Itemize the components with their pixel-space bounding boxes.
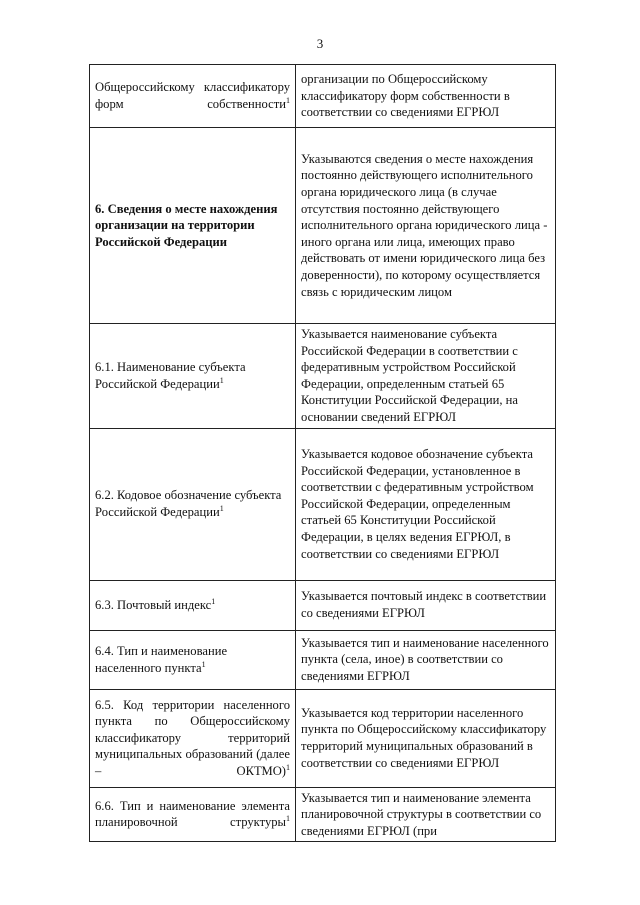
- field-name-cell: 6.6. Тип и наименование элемента планировочной структуры$^1$: [90, 787, 296, 842]
- table-row: [90, 630, 556, 689]
- page-number: 3: [316, 36, 324, 51]
- document-table: [89, 64, 556, 842]
- footnote-mark: 1: [201, 659, 206, 669]
- field-description-cell: Указывается код территории населенного пункта по Общероссийскому классификатору территорий муниципальных образований в соответствии со сведениями ЕГРЮЛ: [296, 689, 556, 787]
- table-row: [90, 128, 556, 324]
- footnote-mark: 1: [219, 375, 224, 385]
- field-name-cell: Общероссийскому классификатору форм собственности$^1$: [90, 65, 296, 128]
- field-name-cell: 6. Сведения о месте нахождения организации на территории Российской Федерации: [90, 128, 296, 324]
- footnote-mark: 1: [286, 762, 290, 772]
- field-description-cell: Указывается кодовое обозначение субъекта Российской Федерации, установленное в соответствии с федеративным устройством Российской Федерации, определенным статьей 65 Конституции Российской Федерации, в целях ведения ЕГРЮЛ, в соответствии со сведениями ЕГРЮЛ: [296, 428, 556, 580]
- field-description-cell: Указывается тип и наименование населенного пункта (села, иное) в соответствии со сведениями ЕГРЮЛ: [296, 630, 556, 689]
- table-row: [90, 428, 556, 580]
- table-row: [90, 324, 556, 429]
- field-description-cell: Указывается почтовый индекс в соответствии со сведениями ЕГРЮЛ: [296, 580, 556, 630]
- table-row: [90, 787, 556, 842]
- footnote-mark: 1: [286, 95, 290, 105]
- footnote-mark: 1: [211, 596, 216, 606]
- table-row: [90, 65, 556, 128]
- field-description-cell: Указываются сведения о месте нахождения постоянно действующего исполнительного органа юридического лица (в случае отсутствия постоянно действующего исполнительного органа юридического лица - иного органа или лица, имеющих право действовать от имени юридического лица без доверенности), по которому осуществляется связь с юридическим лицом: [296, 128, 556, 324]
- field-name-cell: 6.1. Наименование субъекта Российской Федерации$^1$: [90, 324, 296, 429]
- field-description-cell: Указывается тип и наименование элемента планировочной структуры в соответствии со сведениями ЕГРЮЛ (при: [296, 787, 556, 842]
- field-description-cell: организации по Общероссийскому классификатору форм собственности в соответствии со сведениями ЕГРЮЛ: [296, 65, 556, 128]
- field-name-cell: 6.3. Почтовый индекс$^1$: [90, 580, 296, 630]
- table-row: [90, 689, 556, 787]
- footnote-mark: 1: [286, 814, 290, 824]
- field-name-cell: 6.4. Тип и наименование населенного пункта$^1$: [90, 630, 296, 689]
- footnote-mark: 1: [219, 503, 224, 513]
- table-row: [90, 580, 556, 630]
- field-name-cell: 6.5. Код территории населенного пункта по Общероссийскому классификатору территорий муниципальных образований (далее – ОКТМО)$^1$: [90, 689, 296, 787]
- field-description-cell: Указывается наименование субъекта Российской Федерации в соответствии с федеративным устройством Российской Федерации, определенным статьей 65 Конституции Российской Федерации, на основании сведений ЕГРЮЛ: [296, 324, 556, 429]
- field-name-cell: 6.2. Кодовое обозначение субъекта Российской Федерации$^1$: [90, 428, 296, 580]
